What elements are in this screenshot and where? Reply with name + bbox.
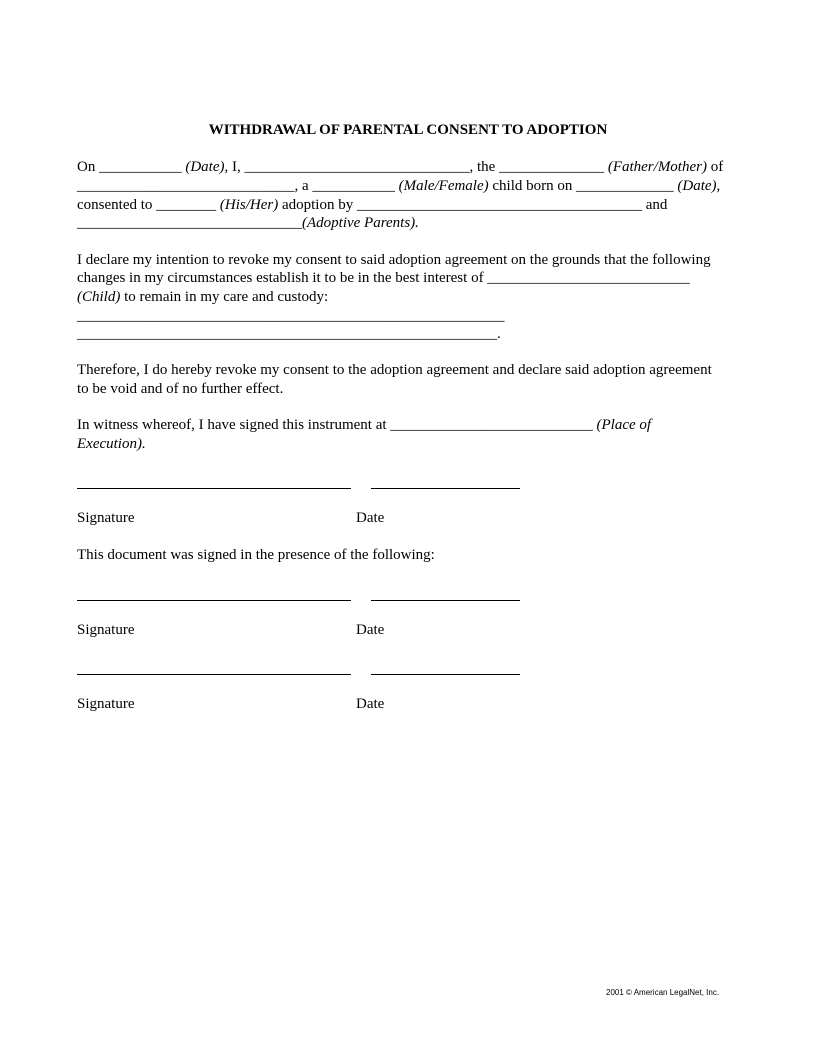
date-line-1 [371,488,520,489]
para1-line2-text-e: , [716,178,721,194]
document-title: WITHDRAWAL OF PARENTAL CONSENT TO ADOPTION [208,122,608,138]
date-line-3 [371,674,520,675]
male-female-hint: (Male/Female) [398,178,489,194]
para2-line3 [77,288,328,307]
signature-line-1 [77,488,351,489]
child-hint: (Child) [77,289,121,305]
date-line-2 [371,600,520,601]
para2-line3-text: to remain in my care and custody: [120,289,329,305]
para1-line3 [77,196,667,215]
para1-line3-text-c: adoption by ______________________________________ and [278,197,668,213]
reasons-blank-line-2: ________________________________________________________. [77,326,501,342]
signature-line-3 [77,674,351,675]
place-of-execution-hint: (Place of [596,417,652,433]
para1-line4-text-a: ______________________________ [77,215,302,231]
date-hint: (Date) [185,159,225,175]
signature-label-3: Signature [77,696,135,712]
para1-line1-text-e: of [706,159,724,175]
signature-line-2 [77,600,351,601]
para1-line2-text-a: _____________________________, a ___________ [77,178,399,194]
adoptive-parents-hint: (Adoptive Parents). [302,215,419,231]
signature-label-2: Signature [77,622,135,638]
para4-line2: Execution). [77,436,146,452]
para2-line2: changes in my circumstances establish it to be in the best interest of ___________________________ [77,270,690,286]
para1-line3-text-a: consented to ________ [77,197,220,213]
para2-line1: I declare my intention to revoke my consent to said adoption agreement on the grounds that the following [77,252,711,268]
father-mother-hint: (Father/Mother) [607,159,707,175]
para3-line1: Therefore, I do hereby revoke my consent to the adoption agreement and declare said adoption agreement [77,362,712,378]
para3-line2: to be void and of no further effect. [77,381,284,397]
para1-line1-text-a: On ___________ [77,159,186,175]
para1-line4 [77,214,419,233]
witness-intro: This document was signed in the presence of the following: [77,547,435,563]
date-label-1: Date [356,510,385,526]
his-her-hint: (His/Her) [219,197,279,213]
date-label-3: Date [356,696,385,712]
reasons-blank-line-1: _________________________________________________________ [77,308,505,324]
para1-line2-text-c: child born on _____________ [488,178,678,194]
para1-line1-text-c: , I, ______________________________, the ______________ [224,159,608,175]
birth-date-hint: (Date) [677,178,717,194]
para1-line2 [77,177,720,196]
copyright-footer: 2001 © American LegalNet, Inc. [606,988,720,997]
para4-line1-text: In witness whereof, I have signed this instrument at ___________________________ [77,417,597,433]
para4-line1 [77,416,651,435]
date-label-2: Date [356,622,385,638]
para1-line1 [77,158,723,177]
signature-label-1: Signature [77,510,135,526]
